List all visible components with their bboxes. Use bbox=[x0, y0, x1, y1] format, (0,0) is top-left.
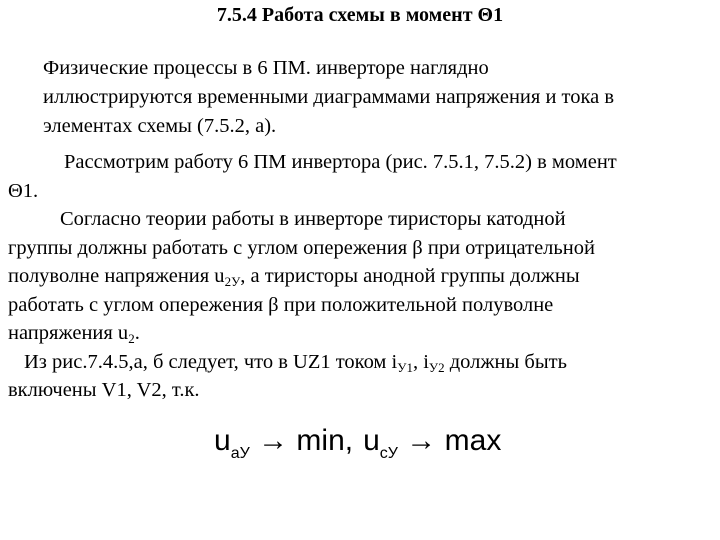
text-fragment: полуволне напряжения u bbox=[8, 265, 225, 287]
body-line bbox=[8, 262, 714, 291]
subscript: У1 bbox=[397, 359, 413, 375]
subscript: 2У bbox=[224, 274, 241, 289]
formula-symbol: u bbox=[363, 424, 380, 457]
intro-line: иллюстрируются временными диаграммами напряжения и тока в bbox=[43, 86, 615, 108]
body-text bbox=[8, 148, 714, 405]
body-line: Θ1. bbox=[8, 179, 39, 202]
body-line bbox=[8, 319, 714, 348]
intro-paragraph bbox=[43, 54, 713, 141]
text-fragment: Из рис.7.4.5,а, б следует, что в UZ1 током i bbox=[24, 350, 398, 373]
body-line: Рассмотрим работу 6 ПМ инвертора (рис. 7.5.1, 7.5.2) в момент bbox=[64, 151, 617, 173]
text-fragment: , а тиристоры анодной группы должны bbox=[240, 265, 580, 287]
formula-arrow-text: → max bbox=[397, 424, 502, 457]
body-line: работать с углом опережения β при положительной полуволне bbox=[8, 293, 554, 316]
formula-arrow-text: → min, bbox=[249, 424, 354, 457]
text-fragment: должны быть bbox=[444, 350, 567, 373]
formula-subscript: аУ bbox=[230, 445, 250, 462]
subscript: 2 bbox=[128, 331, 135, 346]
body-line: Согласно теории работы в инверторе тиристоры катодной bbox=[60, 208, 566, 230]
body-line bbox=[8, 348, 714, 377]
body-line: включены V1, V2, т.к. bbox=[8, 379, 200, 401]
subscript: У2 bbox=[428, 359, 445, 375]
text-fragment: , i bbox=[412, 350, 429, 373]
formula-symbol: u bbox=[214, 424, 231, 457]
text-fragment: напряжения u bbox=[8, 322, 129, 344]
formula-subscript: сУ bbox=[379, 445, 398, 462]
slide-title: 7.5.4 Работа схемы в момент Θ1 bbox=[216, 4, 504, 26]
text-fragment: . bbox=[134, 322, 140, 344]
formula bbox=[214, 424, 502, 462]
intro-line: элементах схемы (7.5.2, а). bbox=[43, 115, 277, 137]
body-line: группы должны работать с углом опережения β при отрицательной bbox=[8, 236, 595, 259]
intro-line: Физические процессы в 6 ПМ. инверторе наглядно bbox=[43, 57, 489, 79]
